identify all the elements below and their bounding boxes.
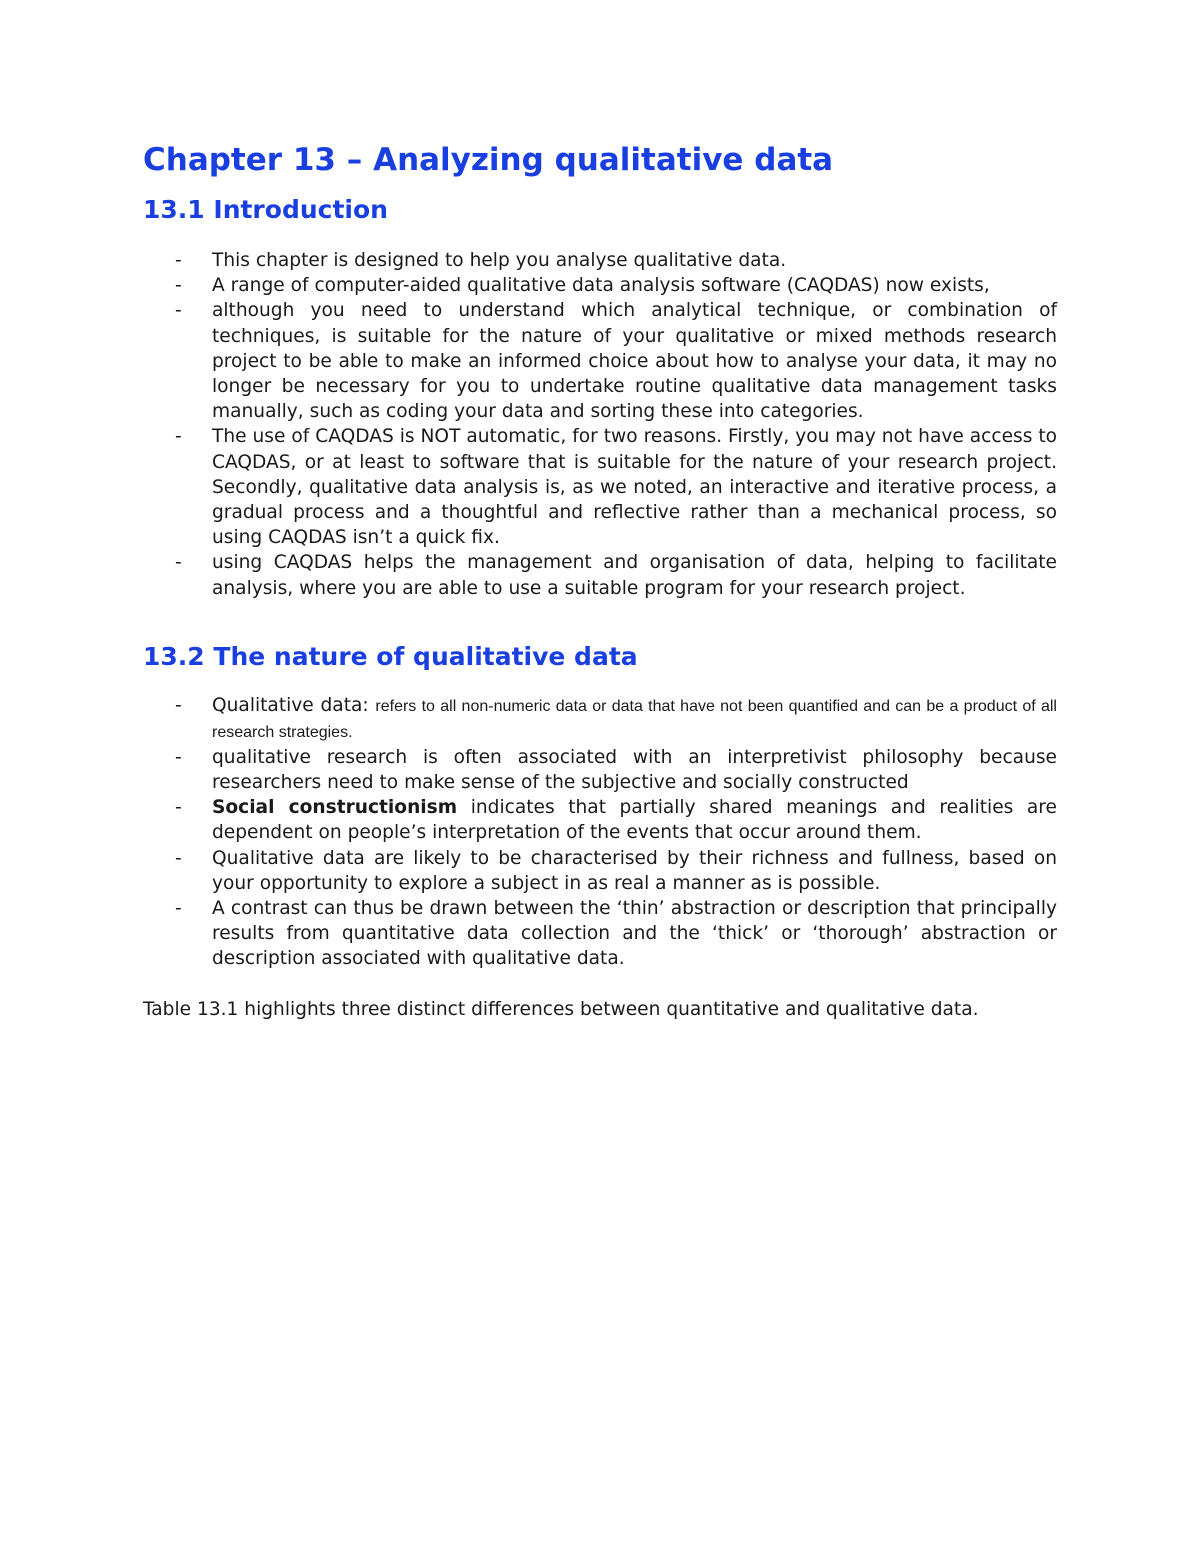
chapter-title: Chapter 13 – Analyzing qualitative data [143, 142, 834, 178]
section-2-title: 13.2 The nature of qualitative data [143, 641, 638, 671]
bullet-dash: - [175, 300, 182, 322]
bullet-text: A contrast can thus be drawn between the ‘thin’ abstraction or description that principally results from quantitative data collection and the ‘thick’ or ‘thorough’ abstraction or description associated with qualitative data. [212, 898, 1057, 970]
list-item [143, 693, 1057, 745]
closing-paragraph: Table 13.1 highlights three distinct differences between quantitative and qualitative data. [143, 998, 979, 1020]
term-social-constructionism: Social constructionism [212, 797, 458, 819]
bullet-dash: - [175, 552, 182, 574]
bullet-text: indicates that partially shared meanings and realities are dependent on people’s interpretation of the events that occur around them. [212, 797, 1057, 844]
bullet-dash: - [175, 275, 182, 297]
bullet-dash: - [175, 694, 182, 716]
document-page [143, 138, 1057, 1022]
list-item [143, 846, 1057, 896]
bullet-text: The use of CAQDAS is NOT automatic, for two reasons. Firstly, you may not have access to CAQDAS, or at least to software that is suitable for the nature of your research project. Secondly, qualitative data analysis is, as we noted, an interactive and iterative process, a gradual process and a thoughtful and reflective rather than a mechanical process, so using CAQDAS isn’t a quick fix. [212, 426, 1057, 549]
list-item [143, 424, 1057, 550]
term-definition: refers to all non-numeric data or data that have not been quantified and can be a product of all research strategies. [212, 697, 1057, 741]
bullet-dash: - [175, 898, 182, 920]
list-item [143, 298, 1057, 424]
list-item [143, 550, 1057, 600]
bullet-dash: - [175, 426, 182, 448]
list-item [143, 248, 1057, 273]
section-2-bullet-list [143, 693, 1057, 972]
bullet-dash: - [175, 746, 182, 768]
bullet-text: Qualitative data are likely to be characterised by their richness and fullness, based on your opportunity to explore a subject in as real a manner as is possible. [212, 847, 1057, 894]
bullet-text: This chapter is designed to help you analyse qualitative data. [212, 250, 787, 271]
bullet-text: qualitative research is often associated with an interpretivist philosophy because researchers need to make sense of the subjective and socially constructed [212, 746, 1057, 794]
list-item [143, 745, 1057, 795]
section-1-bullet-list [143, 248, 1057, 601]
bullet-text: although you need to understand which analytical technique, or combination of techniques, is suitable for the nature of your qualitative or mixed methods research project to be able to make an informed choice about how to analyse your data, it may no longer be necessary for you to undertake routine qualitative data management tasks manually, such as coding your data and sorting these into categories. [212, 300, 1057, 423]
bullet-dash: - [175, 797, 182, 819]
bullet-text: using CAQDAS helps the management and organisation of data, helping to facilitate analysis, where you are able to use a suitable program for your research project. [212, 552, 1057, 599]
bullet-text: A range of computer-aided qualitative data analysis software (CAQDAS) now exists, [212, 275, 990, 297]
term-qualitative-data: Qualitative data: [212, 694, 369, 716]
list-item [143, 795, 1057, 845]
list-item [143, 896, 1057, 972]
bullet-dash: - [175, 250, 182, 271]
section-1-title: 13.1 Introduction [143, 195, 388, 224]
list-item [143, 273, 1057, 298]
bullet-dash: - [175, 847, 182, 869]
